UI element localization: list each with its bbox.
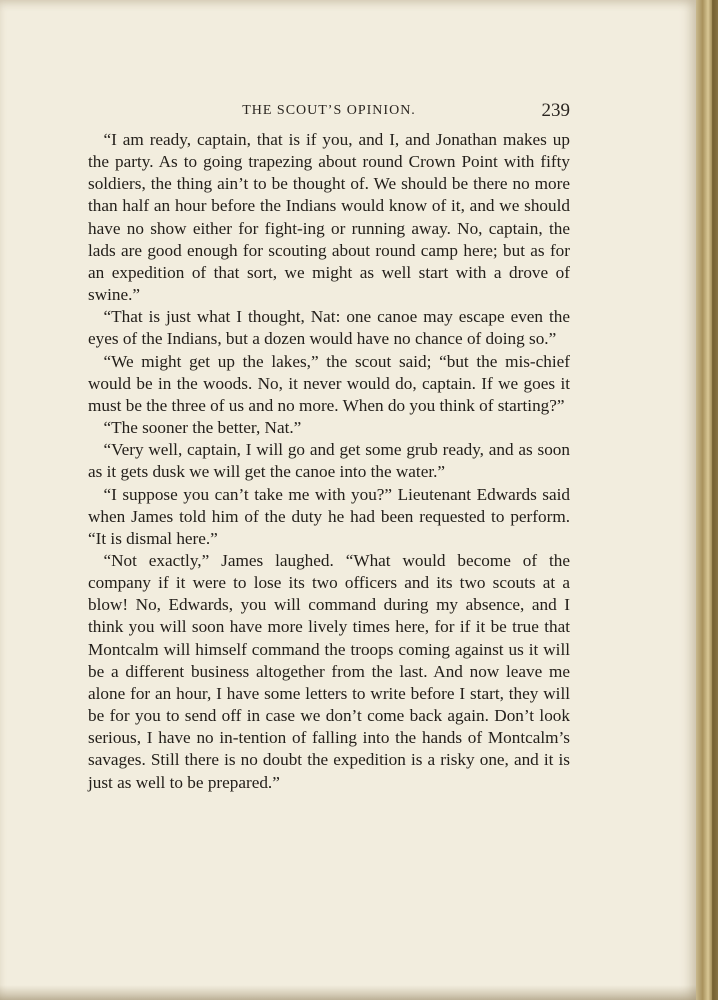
paragraph: “We might get up the lakes,” the scout said; “but the mis-chief would be in the woods. No, it never would do, captain. If we goes it must be the three of us and no more. When do you think of starting?”	[88, 351, 570, 415]
paragraph: “That is just what I thought, Nat: one canoe may escape even the eyes of the Indians, but a dozen would have no chance of doing so.”	[88, 307, 570, 349]
book-binding-edge	[712, 0, 718, 1000]
paragraph: “I suppose you can’t take me with you?” Lieutenant Edwards said when James told him of the duty he had been requested to perform. “It is dismal here.”	[88, 484, 570, 548]
running-head: THE SCOUT’S OPINION.	[242, 103, 416, 118]
body-text	[88, 129, 570, 794]
page-header	[88, 100, 570, 122]
page-number: 239	[541, 100, 570, 121]
paragraph: “The sooner the better, Nat.”	[103, 418, 302, 438]
paragraph: “Very well, captain, I will go and get some grub ready, and as soon as it gets dusk we will get the canoe into the water.”	[88, 440, 570, 482]
page-bottom-shadow	[0, 985, 696, 1000]
paragraph: “I am ready, captain, that is if you, and I, and Jonathan makes up the party. As to going trapezing about round Crown Point with fifty soldiers, the thing ain’t to be thought of. We should be there no more than half an hour before the Indians would know of it, and we should have no show either for fight-ing or running away. No, captain, the lads are good enough for scouting about round camp here; but as for an expedition of that sort, we might as well start with a drove of swine.”	[88, 130, 570, 305]
paragraph: “Not exactly,” James laughed. “What would become of the company if it were to lose its two officers and its two scouts at a blow! No, Edwards, you will command during my absence, and I think you will soon have more lively times here, for if it be true that Montcalm will himself command the troops coming against us it will be a different business altogether from the last. And now leave me alone for an hour, I have some letters to write before I start, they will be for you to send off in case we don’t come back again. Don’t look serious, I have no in-tention of falling into the hands of Montcalm’s savages. Still there is no doubt the expedition is a risky one, and it is just as well to be prepared.”	[88, 550, 570, 792]
